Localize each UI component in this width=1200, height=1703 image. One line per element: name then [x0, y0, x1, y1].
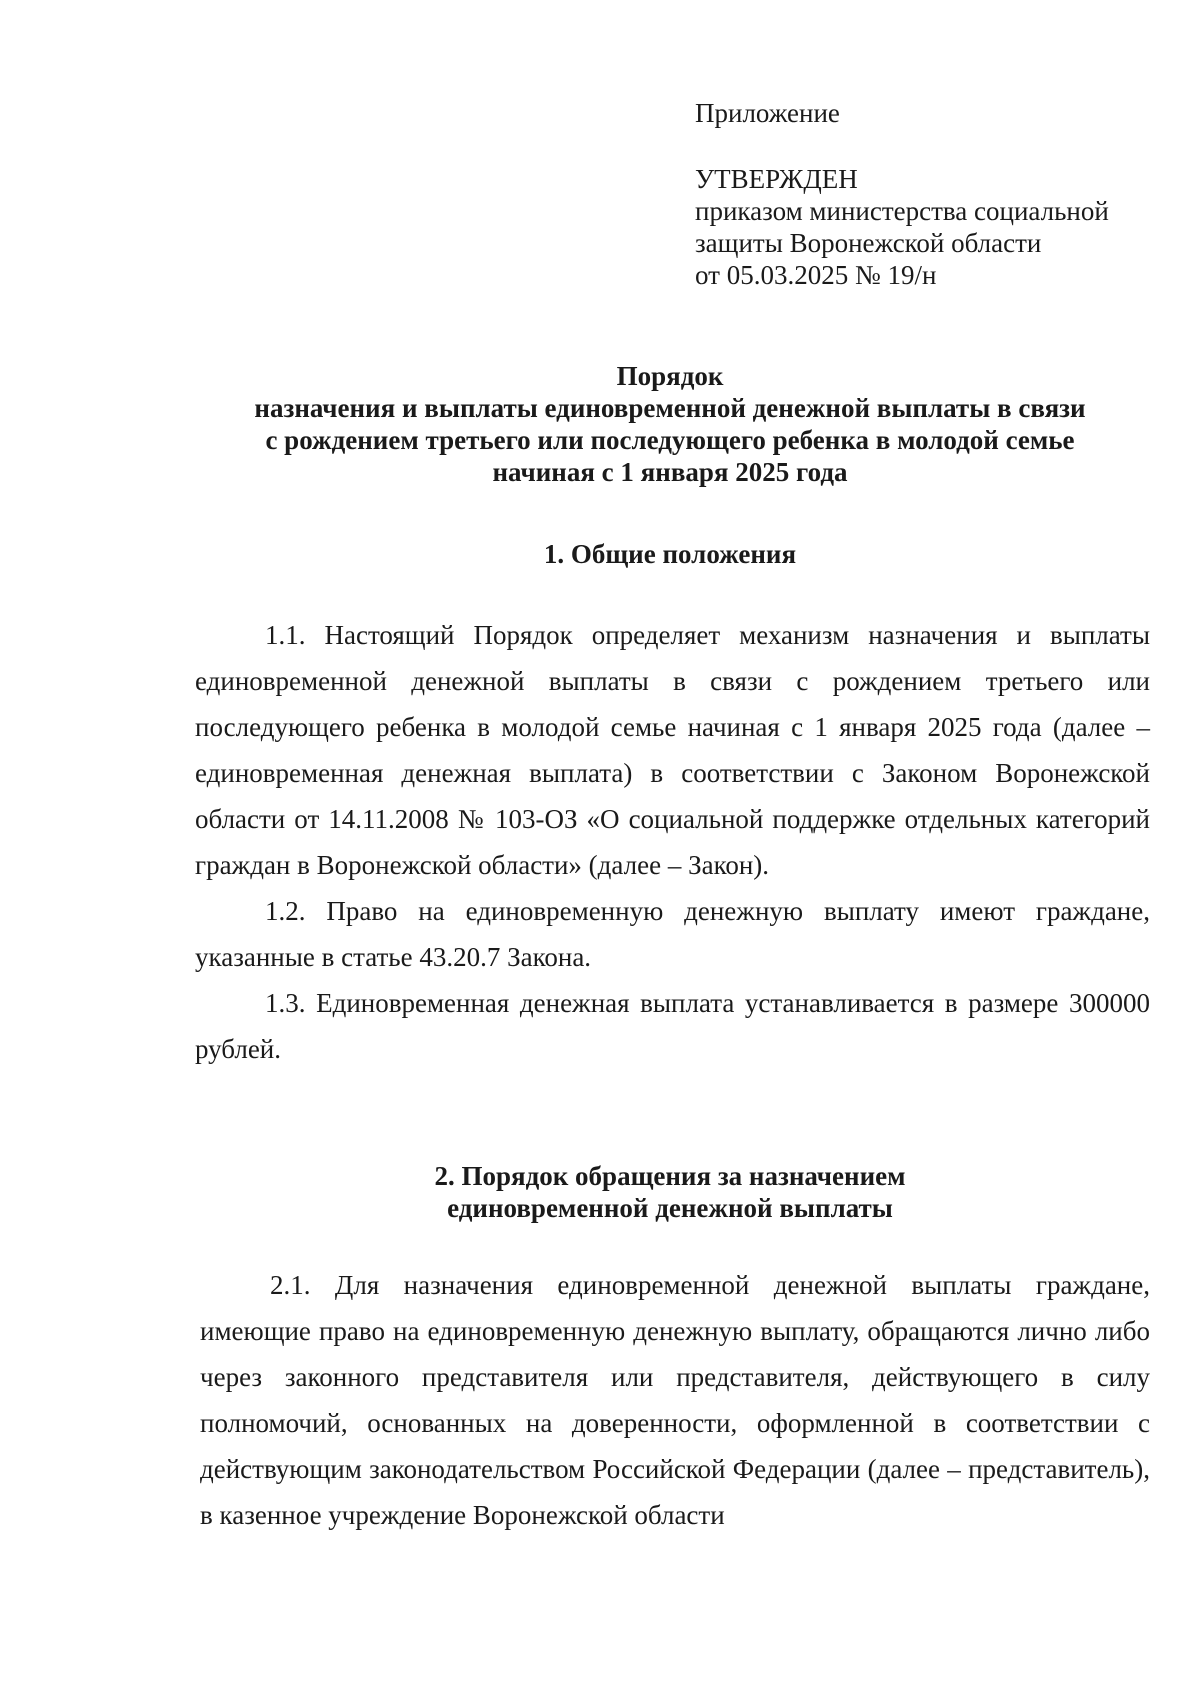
title-line-2: назначения и выплаты единовременной денежной выплаты в связи: [254, 393, 1086, 423]
section-2-body: [200, 1262, 1150, 1538]
title-line-1: Порядок: [616, 361, 724, 391]
appendix-label: Приложение: [695, 98, 840, 128]
section-1-body: [195, 612, 1150, 1072]
title-line-4: начиная с 1 января 2025 года: [492, 457, 848, 487]
section-2-heading: [180, 1160, 1160, 1224]
approval-order-date: от 05.03.2025 № 19/н: [695, 260, 937, 290]
section-2-heading-line-1: 2. Порядок обращения за назначением: [434, 1161, 906, 1191]
title-line-3: с рождением третьего или последующего ребенка в молодой семье: [265, 425, 1075, 455]
paragraph-1-2: 1.2. Право на единовременную денежную выплату имеют граждане, указанные в статье 43.20.7 Закона.: [195, 896, 1150, 972]
paragraph-1-1: 1.1. Настоящий Порядок определяет механизм назначения и выплаты единовременной денежной выплаты в связи с рождением третьего или последующего ребенка в молодой семье начиная с 1 января 2025 года (далее – единовременная денежная выплата) в соответствии с Законом Воронежской области от 14.11.2008 № 103-ОЗ «О социальной поддержке отдельных категорий граждан в Воронежской области» (далее – Закон).: [195, 620, 1150, 880]
document-title: [180, 360, 1160, 488]
approval-order-line-1: приказом министерства социальной: [695, 196, 1109, 226]
paragraph-2-1: 2.1. Для назначения единовременной денежной выплаты граждане, имеющие право на единовременную денежную выплату, обращаются лично либо через законного представителя или представителя, действующего в силу полномочий, основанных на доверенности, оформленной в соответствии с действующим законодательством Российской Федерации (далее – представитель), в казенное учреждение Воронежской области: [200, 1270, 1150, 1530]
section-2-heading-line-2: единовременной денежной выплаты: [447, 1193, 893, 1223]
approval-order-line-2: защиты Воронежской области: [695, 228, 1042, 258]
approved-label: УТВЕРЖДЕН: [695, 164, 858, 194]
approval-block: [695, 97, 1165, 291]
section-1-heading: 1. Общие положения: [543, 539, 797, 569]
paragraph-1-3: 1.3. Единовременная денежная выплата устанавливается в размере 300000 рублей.: [195, 988, 1150, 1064]
